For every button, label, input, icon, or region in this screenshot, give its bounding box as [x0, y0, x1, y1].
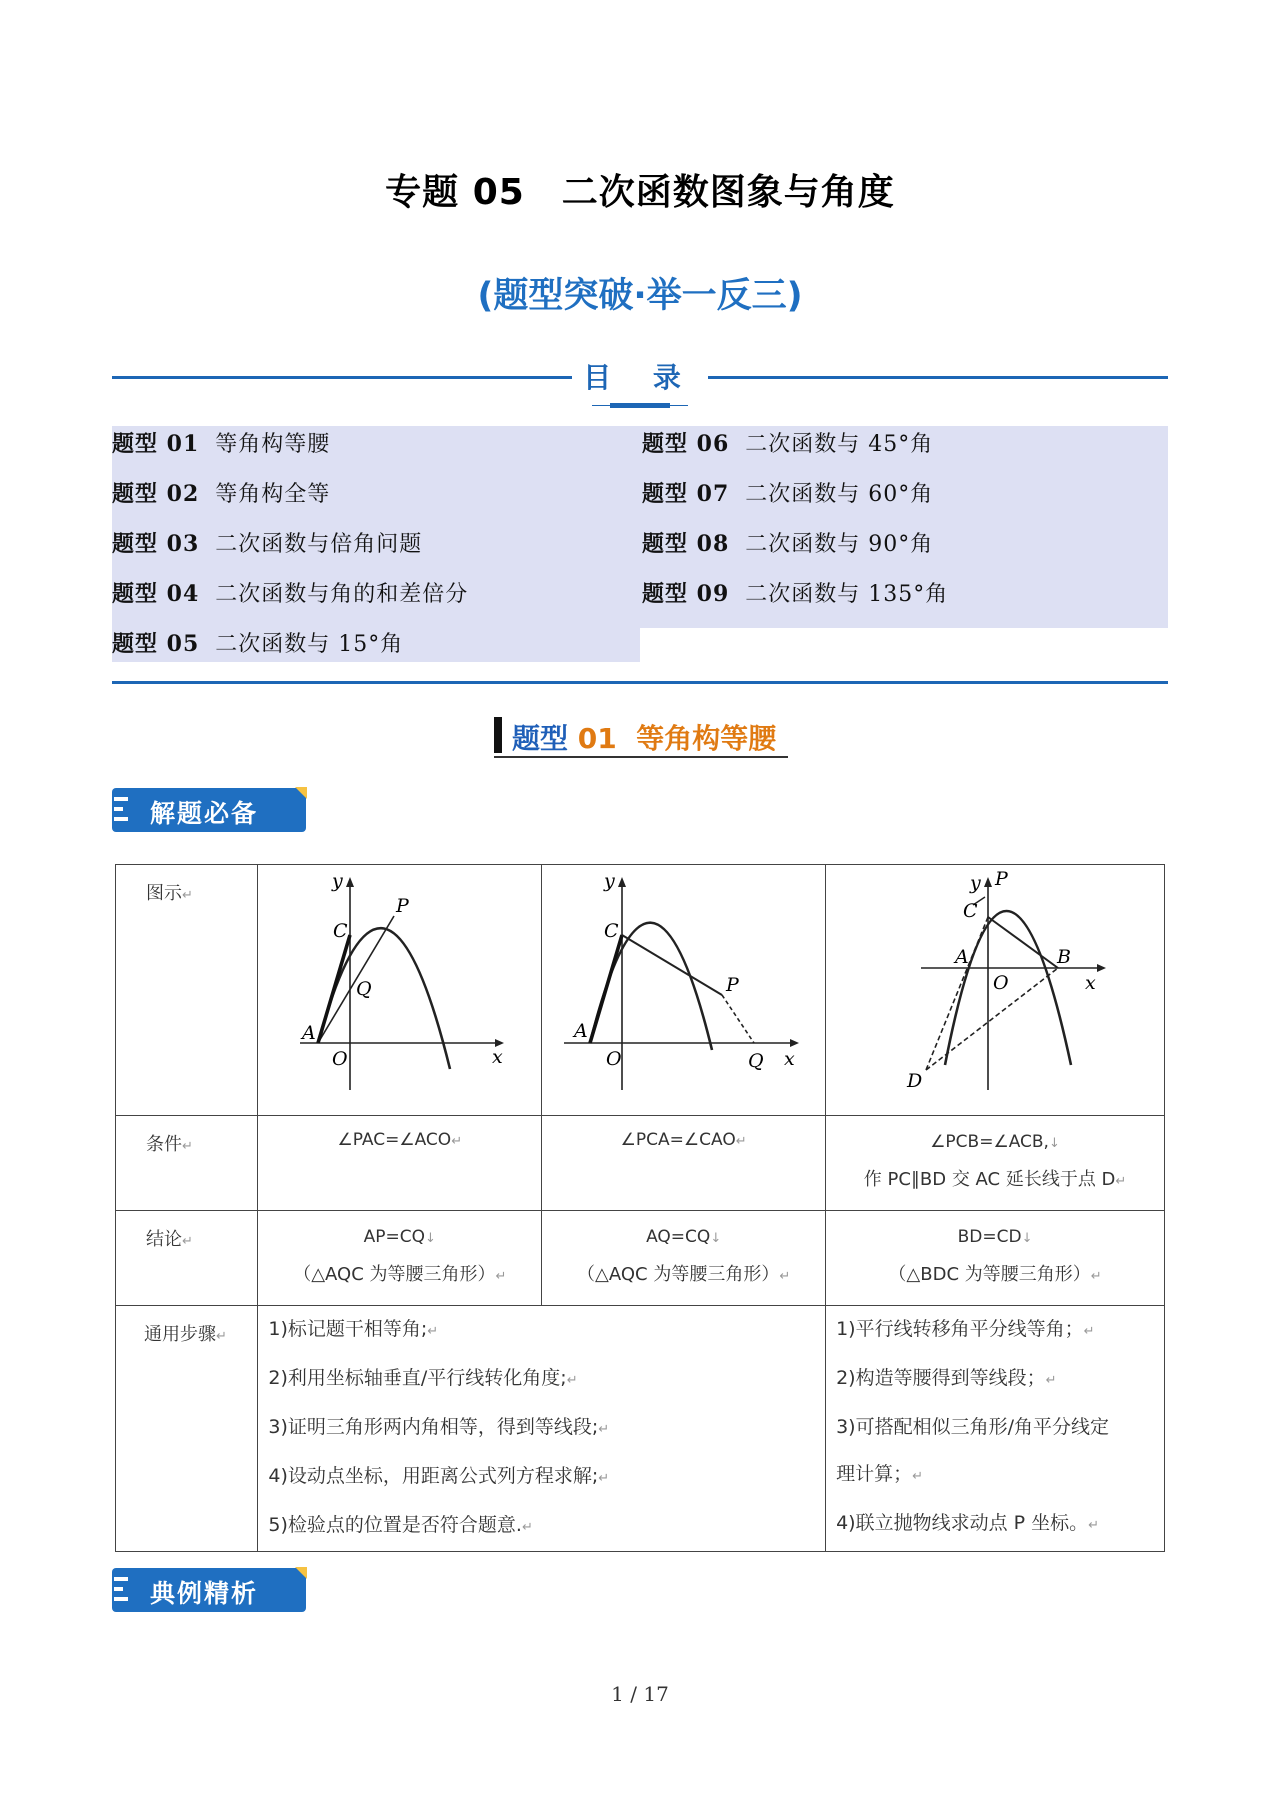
- step-left-3: 3)证明三角形两内角相等，得到等线段;↵: [268, 1416, 610, 1438]
- toc-item-02[interactable]: 题型 02 等角构全等: [112, 481, 331, 507]
- step-left-1: 1)标记题干相等角;↵: [268, 1318, 439, 1340]
- figure-1-a-label: A: [301, 1022, 316, 1044]
- list-icon: [114, 1577, 128, 1607]
- figure-2-q-label: Q: [747, 1050, 764, 1072]
- figure-2-c-label: C: [603, 920, 619, 942]
- step-left-5: 5)检验点的位置是否符合题意.↵: [268, 1514, 533, 1536]
- figure-3-d-label: D: [907, 1070, 923, 1092]
- conclusion-1: AP=CQ↓ （△AQC 为等腰三角形）↵: [258, 1211, 542, 1306]
- figure-1-q-label: Q: [355, 978, 372, 1000]
- toc-underline-accent: [610, 403, 670, 408]
- toc-item-04[interactable]: 题型 04 二次函数与角的和差倍分: [112, 581, 469, 607]
- figure-3-b-label: B: [1057, 946, 1071, 968]
- toc-item-03[interactable]: 题型 03 二次函数与倍角问题: [112, 531, 423, 557]
- list-icon: [114, 797, 128, 827]
- figure-3-o-label: O: [993, 972, 1009, 994]
- figure-2-p-label: P: [725, 974, 739, 996]
- figure-2-a-label: A: [573, 1020, 588, 1042]
- toc-item-09[interactable]: 题型 09 二次函数与 135°角: [642, 581, 949, 607]
- toc-item-01[interactable]: 题型 01 等角构等腰: [112, 431, 331, 457]
- figure-1: [270, 865, 530, 1105]
- tag-method: 解题必备: [112, 788, 306, 832]
- toc-item-06[interactable]: 题型 06 二次函数与 45°角: [642, 431, 934, 457]
- row-label-figure: 图示↵: [116, 865, 258, 1116]
- figure-2-o-label: O: [605, 1048, 622, 1070]
- section-underline: [494, 756, 788, 758]
- step-right-3b: 理计算；↵: [836, 1463, 923, 1485]
- step-left-2: 2)利用坐标轴垂直/平行线转化角度;↵: [268, 1367, 578, 1389]
- document-subtitle: (题型突破·举一反三): [477, 276, 803, 316]
- figure-1-cell: [258, 865, 542, 1116]
- figure-3-cell: [826, 865, 1165, 1116]
- condition-1: ∠PAC=∠ACO↵: [258, 1116, 542, 1211]
- condition-3: ∠PCB=∠ACB,↓ 作 PC∥BD 交 AC 延长线于点 D↵: [826, 1116, 1165, 1211]
- figure-3: [835, 865, 1155, 1105]
- toc-line-right: [708, 376, 1168, 379]
- toc-bottom-rule: [112, 681, 1168, 684]
- steps-right: [826, 1306, 1165, 1552]
- figure-2-x-label: x: [783, 1048, 795, 1070]
- figure-3-a-label: A: [955, 946, 969, 968]
- row-label-steps: 通用步骤↵: [116, 1306, 258, 1552]
- toc-line-left: [112, 376, 572, 379]
- row-label-condition: 条件↵: [116, 1116, 258, 1211]
- section-bar: [494, 717, 502, 753]
- figure-3-y-label: y: [970, 872, 981, 894]
- figure-3-p-label: P: [995, 868, 1008, 890]
- figure-1-p-label: P: [395, 895, 409, 917]
- step-right-4: 4)联立抛物线求动点 P 坐标。↵: [836, 1512, 1100, 1534]
- figure-3-x-label: x: [1085, 972, 1096, 994]
- figure-3-c-label: C: [963, 900, 978, 922]
- method-table: [115, 864, 1165, 1552]
- toc-item-08[interactable]: 题型 08 二次函数与 90°角: [642, 531, 934, 557]
- document-title: 专题 05 二次函数图象与角度: [385, 172, 895, 213]
- step-right-3: 3)可搭配相似三角形/角平分线定: [836, 1416, 1109, 1438]
- step-right-2: 2)构造等腰得到等线段；↵: [836, 1367, 1057, 1389]
- conclusion-2: AQ=CQ↓ （△AQC 为等腰三角形）↵: [542, 1211, 826, 1306]
- toc-item-05[interactable]: 题型 05 二次函数与 15°角: [112, 631, 404, 657]
- figure-1-x-label: x: [491, 1046, 503, 1068]
- toc-heading: 目 录: [583, 361, 697, 394]
- condition-2: ∠PCA=∠CAO↵: [542, 1116, 826, 1211]
- page-number: 1 / 17: [611, 1682, 669, 1706]
- figure-1-o-label: O: [331, 1048, 348, 1070]
- figure-2-cell: [542, 865, 826, 1116]
- steps-left: [258, 1306, 826, 1552]
- row-label-conclusion: 结论↵: [116, 1211, 258, 1306]
- figure-2: [554, 865, 814, 1105]
- section-heading: 题型 01 等角构等腰: [512, 722, 777, 755]
- figure-2-y-label: y: [603, 870, 615, 892]
- step-right-1: 1)平行线转移角平分线等角；↵: [836, 1318, 1095, 1340]
- figure-1-y-label: y: [331, 870, 343, 892]
- toc-item-07[interactable]: 题型 07 二次函数与 60°角: [642, 481, 934, 507]
- figure-1-c-label: C: [332, 920, 348, 942]
- tag-examples: 典例精析: [112, 1568, 306, 1612]
- step-left-4: 4)设动点坐标，用距离公式列方程求解;↵: [268, 1465, 610, 1487]
- conclusion-3: BD=CD↓ （△BDC 为等腰三角形）↵: [826, 1211, 1165, 1306]
